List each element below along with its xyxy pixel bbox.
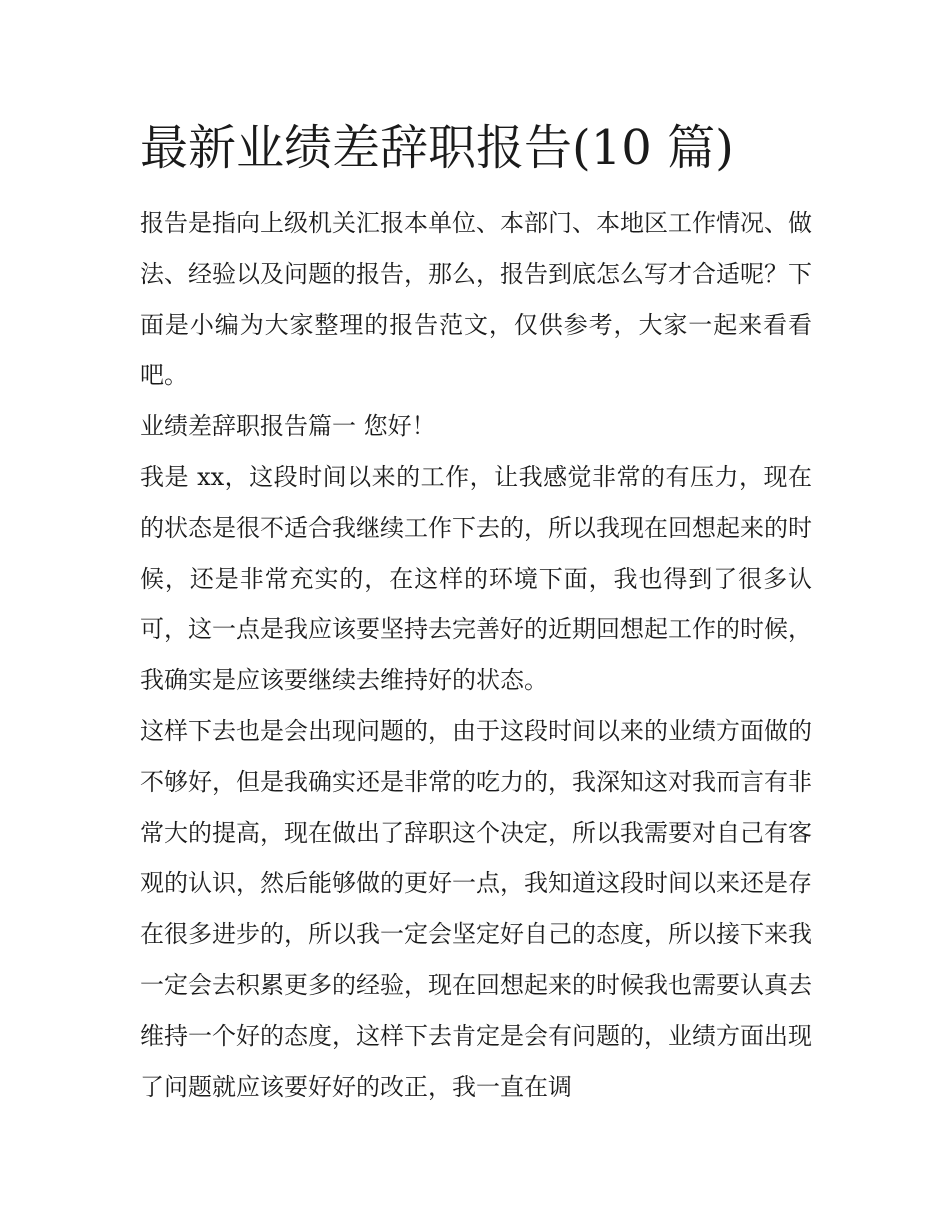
section-heading: 业绩差辞职报告篇一 您好！: [140, 412, 436, 441]
body-paragraph-2: 这样下去也是会出现问题的，由于这段时间以来的业绩方面做的不够好，但是我确实还是非常的吃力的，我深知这对我而言有非常大的提高，现在做出了辞职这个决定，所以我需要对自己有客观的认识，然后能够做的更好一点，我知道这段时间以来还是存在很多进步的，所以我一定会坚定好自己的态度，所以接下来我一定会去积累更多的经验，现在回想起来的时候我也需要认真去维持一个好的态度，这样下去肯定是会有问题的，业绩方面出现了问题就应该要好好的改正，我一直在调: [140, 716, 812, 1101]
document-content: [140, 112, 812, 1112]
document-body: [140, 198, 812, 1112]
body-paragraph-1: 我是 xx，这段时间以来的工作，让我感觉非常的有压力，现在的状态是很不适合我继续工作下去的，所以我现在回想起来的时候，还是非常充实的，在这样的环境下面，我也得到了很多认可，这一点是我应该要坚持去完善好的近期回想起工作的时候，我确实是应该要继续去维持好的状态。: [140, 462, 812, 695]
intro-paragraph: 报告是指向上级机关汇报本单位、本部门、本地区工作情况、做法、经验以及问题的报告，那么，报告到底怎么写才合适呢？下面是小编为大家整理的报告范文，仅供参考，大家一起来看看吧。: [140, 209, 812, 390]
document-title: 最新业绩差辞职报告(10 篇): [140, 120, 734, 176]
